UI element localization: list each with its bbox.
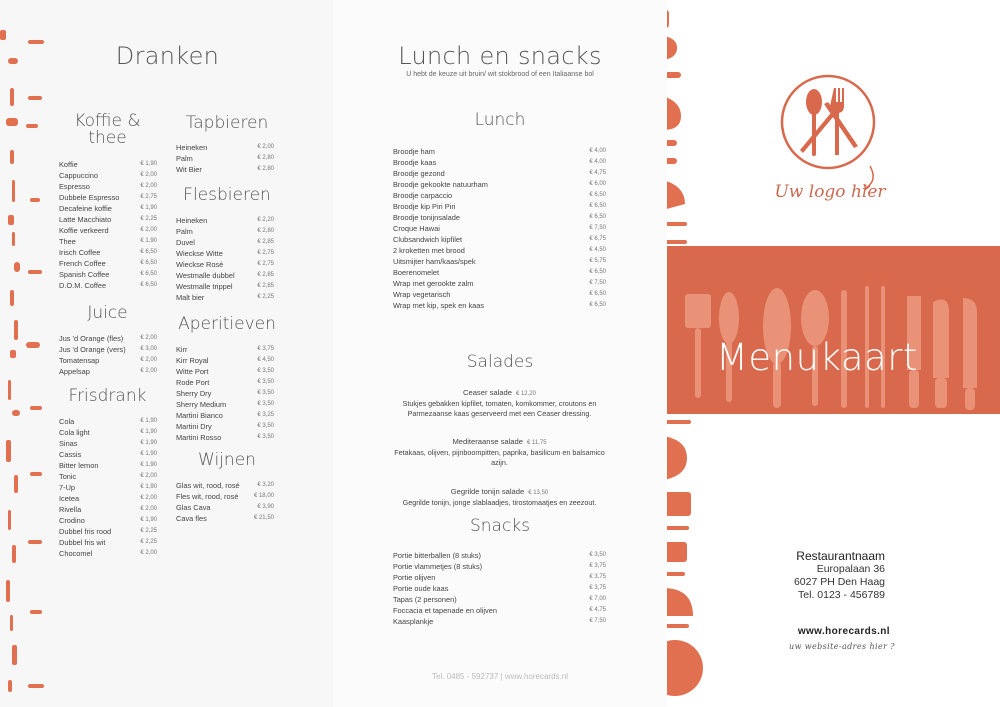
menu-item-name: Jus 'd Orange (vers) xyxy=(59,345,126,354)
menu-item-name: Clubsandwich kipfilet xyxy=(393,235,463,244)
menu-item-name: Westmalle trippel xyxy=(176,282,233,291)
menu-item-price: € 4,75 xyxy=(589,170,606,176)
menu-item-name: Appelsap xyxy=(59,367,90,376)
menu-item-name: Croque Hawai xyxy=(393,224,440,233)
menu-item-price: € 3,75 xyxy=(257,346,274,352)
menu-item-row xyxy=(176,432,274,443)
menu-item-price: € 3,50 xyxy=(257,379,274,385)
aperitieven-list xyxy=(176,344,274,443)
menu-item-name: Cola xyxy=(59,417,75,426)
menu-item-price: € 6,50 xyxy=(140,282,157,288)
menu-item-name: Palm xyxy=(176,154,193,163)
menu-item-price: € 2,25 xyxy=(257,294,274,300)
menu-item-row xyxy=(393,212,606,223)
menu-item-price: € 3,50 xyxy=(257,423,274,429)
menu-item-row xyxy=(176,270,274,281)
menu-item-name: Heineken xyxy=(176,143,208,152)
menu-item-row xyxy=(393,550,606,561)
menu-item-price: € 3,00 xyxy=(140,346,157,352)
menu-item-price: € 18,00 xyxy=(253,493,274,499)
menu-item-price: € 2,00 xyxy=(140,335,157,341)
menu-item-price: € 3,75 xyxy=(589,574,606,580)
menu-item-name: Portie olijven xyxy=(393,573,436,582)
menu-item-row xyxy=(59,471,157,482)
menu-item-price: € 6,50 xyxy=(589,302,606,308)
menu-item-name: Irisch Coffee xyxy=(59,248,101,257)
frisdrank-list xyxy=(59,416,157,559)
menu-item-row xyxy=(59,192,157,203)
salad-description: Stukjes gebakken kipfilet, tomaten, komkommer, croutons en Parmezaanse kaas geserveerd met een Ceaser dressing. xyxy=(402,399,597,418)
menu-item-row xyxy=(59,366,157,377)
menu-item-name: Glas wit, rood, rosé xyxy=(176,481,240,490)
menu-item-price: € 6,50 xyxy=(589,269,606,275)
menu-item-row xyxy=(393,168,606,179)
menu-item-row xyxy=(59,344,157,355)
menu-item-name: Duvel xyxy=(176,238,195,247)
menu-item-name: Tonic xyxy=(59,472,77,481)
menu-item-name: Martini Rosso xyxy=(176,433,222,442)
menu-item-row xyxy=(59,333,157,344)
menu-item-price: € 2,25 xyxy=(140,528,157,534)
menu-item-row xyxy=(176,142,274,153)
menu-item-price: € 6,50 xyxy=(589,192,606,198)
menu-item-row xyxy=(59,258,157,269)
menu-item-name: Icetea xyxy=(59,494,80,503)
menu-item-price: € 2,85 xyxy=(257,239,274,245)
menu-item-row xyxy=(393,289,606,300)
menu-item-row xyxy=(59,247,157,258)
menu-item-price: € 6,75 xyxy=(589,236,606,242)
menu-item-name: Witte Port xyxy=(176,367,209,376)
menu-item-row xyxy=(59,537,157,548)
menu-item-name: Crodino xyxy=(59,516,85,525)
menu-item-row xyxy=(59,269,157,280)
drinks-page xyxy=(0,0,333,707)
menu-item-price: € 1,90 xyxy=(140,440,157,446)
menu-item-row xyxy=(59,482,157,493)
menu-item-price: € 5,75 xyxy=(589,258,606,264)
menu-item-price: € 2,00 xyxy=(140,495,157,501)
menu-item-row xyxy=(59,214,157,225)
snacks-section-title: Snacks xyxy=(469,516,531,536)
menu-item-price: € 2,20 xyxy=(257,217,274,223)
menu-item-row xyxy=(393,245,606,256)
menu-item-price: € 3,50 xyxy=(257,390,274,396)
menu-item-price: € 7,50 xyxy=(589,225,606,231)
lunch-section-title: Lunch xyxy=(474,110,526,130)
website-link[interactable]: www.horecards.nl xyxy=(797,626,890,637)
salad-item xyxy=(393,437,606,468)
menu-item-row xyxy=(176,237,274,248)
menu-item-row xyxy=(176,502,274,513)
menu-item-name: Dubbel fris rood xyxy=(59,527,112,536)
menu-item-name: Spanish Coffee xyxy=(59,270,110,279)
flesbieren-list xyxy=(176,215,274,303)
menu-item-price: € 2,00 xyxy=(140,227,157,233)
menu-item-row xyxy=(176,215,274,226)
lunch-snacks-title: Lunch en snacks xyxy=(398,42,602,70)
menu-item-name: Wieckse Rosé xyxy=(176,260,224,269)
menu-item-price: € 3,50 xyxy=(257,368,274,374)
wijnen-list xyxy=(176,480,274,524)
koffie-section-title: Koffie & thee xyxy=(74,111,141,148)
menu-item-price: € 1,90 xyxy=(140,517,157,523)
menu-item-name: Kaasplankje xyxy=(393,617,434,626)
menu-item-row xyxy=(393,190,606,201)
menu-item-row xyxy=(393,278,606,289)
menu-item-price: € 4,00 xyxy=(589,148,606,154)
dranken-title: Dranken xyxy=(115,42,220,70)
salad-item xyxy=(393,388,606,419)
menu-item-price: € 1,90 xyxy=(140,429,157,435)
logo-placeholder-text: Uw logo hier xyxy=(774,182,886,202)
address-line-street: Europalaan 36 xyxy=(816,563,885,575)
menu-item-row xyxy=(393,256,606,267)
salades-section-title: Salades xyxy=(466,352,534,372)
menu-item-row xyxy=(59,449,157,460)
menu-item-price: € 2,00 xyxy=(140,183,157,189)
menu-item-name: Wit Bier xyxy=(176,165,202,174)
menu-item-price: € 6,50 xyxy=(140,249,157,255)
salad-name: Ceaser salade xyxy=(463,388,512,397)
menu-item-row xyxy=(393,157,606,168)
menu-item-price: € 3,20 xyxy=(257,482,274,488)
wijnen-section-title: Wijnen xyxy=(198,450,256,470)
menu-item-price: € 2,85 xyxy=(257,283,274,289)
menu-item-name: Koffie xyxy=(59,160,78,169)
menu-item-row xyxy=(59,236,157,247)
menu-item-row xyxy=(176,292,274,303)
restaurant-address xyxy=(740,550,885,602)
menu-item-price: € 7,00 xyxy=(589,596,606,602)
menu-item-price: € 2,00 xyxy=(140,506,157,512)
menu-item-row xyxy=(176,513,274,524)
menu-item-price: € 1,90 xyxy=(140,161,157,167)
aperitieven-section-title: Aperitieven xyxy=(178,314,276,334)
salad-description: Fetakaas, olijven, pijnboompitten, paprika, basilicum en balsamico azijn. xyxy=(394,448,605,467)
menu-item-row xyxy=(176,366,274,377)
menu-item-row xyxy=(176,226,274,237)
salad-name: Mediteraanse salade xyxy=(452,437,523,446)
menu-item-price: € 7,50 xyxy=(589,618,606,624)
menukaart-title: Menukaart xyxy=(716,336,918,379)
menu-item-name: French Coffee xyxy=(59,259,106,268)
menu-item-name: Portie vlammetjes (8 stuks) xyxy=(393,562,483,571)
menu-item-name: Tapas (2 personen) xyxy=(393,595,457,604)
menu-item-row xyxy=(176,421,274,432)
menu-item-row xyxy=(59,203,157,214)
menu-item-price: € 2,85 xyxy=(257,272,274,278)
menu-item-row xyxy=(59,438,157,449)
menu-item-name: Latte Macchiato xyxy=(59,215,112,224)
menu-item-name: Dubbele Espresso xyxy=(59,193,120,202)
menu-item-name: Cassis xyxy=(59,450,82,459)
menu-item-name: Palm xyxy=(176,227,193,236)
salad-description: Gegrilde tonijn, jonge slablaadjes, tirostomaatjes en zeezout. xyxy=(402,498,597,507)
tapbieren-section-title: Tapbieren xyxy=(185,113,269,133)
menu-item-row xyxy=(59,493,157,504)
menu-item-name: Sherry Medium xyxy=(176,400,227,409)
snacks-list xyxy=(393,550,606,627)
menu-item-price: € 3,50 xyxy=(589,552,606,558)
menu-item-row xyxy=(393,300,606,311)
menu-item-row xyxy=(176,388,274,399)
salad-price: € 11,75 xyxy=(526,440,547,446)
menu-item-name: Chocomel xyxy=(59,549,93,558)
menu-item-row xyxy=(59,280,157,291)
menu-item-row xyxy=(59,159,157,170)
menu-item-name: Sherry Dry xyxy=(176,389,212,398)
menu-item-name: Sinas xyxy=(59,439,78,448)
menu-item-price: € 6,50 xyxy=(140,260,157,266)
menu-item-row xyxy=(393,223,606,234)
menu-item-name: Broodje carpaccio xyxy=(393,191,453,200)
menu-item-name: Rivella xyxy=(59,505,82,514)
menu-item-price: € 2,00 xyxy=(140,357,157,363)
menu-item-name: Jus 'd Orange (fles) xyxy=(59,334,124,343)
menu-item-name: Espresso xyxy=(59,182,90,191)
menu-item-name: Portie bitterballen (8 stuks) xyxy=(393,551,481,560)
menu-item-row xyxy=(59,416,157,427)
utensil-strip-left xyxy=(0,0,50,707)
salad-name: Gegrilde tonijn salade xyxy=(450,487,525,496)
menu-item-row xyxy=(176,410,274,421)
menu-item-row xyxy=(59,355,157,366)
menu-item-name: Thee xyxy=(59,237,76,246)
menu-item-name: Cappuccino xyxy=(59,171,99,180)
menu-item-name: Portie oude kaas xyxy=(393,584,449,593)
menu-item-price: € 3,50 xyxy=(257,401,274,407)
menu-item-name: Bitter lemon xyxy=(59,461,99,470)
address-line-city: 6027 PH Den Haag xyxy=(793,576,885,588)
juice-list xyxy=(59,333,157,377)
kitchen-utensils-icon xyxy=(667,246,1000,414)
menu-item-row xyxy=(176,344,274,355)
menu-item-row xyxy=(176,399,274,410)
menu-item-name: Broodje kip Piri Piri xyxy=(393,202,456,211)
menu-item-price: € 2,00 xyxy=(140,550,157,556)
flesbieren-section-title: Flesbieren xyxy=(183,185,271,205)
menu-item-price: € 7,50 xyxy=(589,280,606,286)
juice-section-title: Juice xyxy=(87,303,128,323)
menu-item-price: € 3,25 xyxy=(257,412,274,418)
menu-item-name: Heineken xyxy=(176,216,208,225)
menu-item-price: € 1,90 xyxy=(140,484,157,490)
menu-item-name: 2 kroketten met brood xyxy=(393,246,465,255)
menu-item-name: Cola light xyxy=(59,428,90,437)
menu-item-name: Martini Bianco xyxy=(176,411,223,420)
menu-item-row xyxy=(393,146,606,157)
menu-item-row xyxy=(393,179,606,190)
menu-item-row xyxy=(176,355,274,366)
menu-item-price: € 4,50 xyxy=(257,357,274,363)
menu-item-row xyxy=(393,201,606,212)
koffie-list xyxy=(59,159,157,291)
menu-item-price: € 2,00 xyxy=(140,172,157,178)
menu-item-price: € 6,50 xyxy=(140,271,157,277)
menu-item-price: € 21,50 xyxy=(253,515,274,521)
menu-item-row xyxy=(393,561,606,572)
menu-item-name: Kirr Royal xyxy=(176,356,209,365)
menu-item-price: € 1,90 xyxy=(140,451,157,457)
menu-item-name: Decafeine koffie xyxy=(59,204,112,213)
menu-item-price: € 2,25 xyxy=(140,539,157,545)
menu-item-price: € 1,90 xyxy=(140,462,157,468)
menu-item-name: Broodje ham xyxy=(393,147,435,156)
menu-item-row xyxy=(176,491,274,502)
menu-item-row xyxy=(393,594,606,605)
menu-item-price: € 4,75 xyxy=(589,607,606,613)
menu-item-row xyxy=(59,427,157,438)
menukaart-banner xyxy=(667,246,1000,414)
menu-item-row xyxy=(176,259,274,270)
menu-item-row xyxy=(59,526,157,537)
menu-item-name: Broodje gezond xyxy=(393,169,445,178)
menu-item-name: Broodje tonijnsalade xyxy=(393,213,460,222)
website-hint: uw website-adres hier ? xyxy=(789,642,895,651)
menu-item-name: Kirr xyxy=(176,345,188,354)
lunch-subtitle: U hebt de keuze uit bruin/ wit stokbrood of een Italiaanse bol xyxy=(406,71,594,78)
menu-item-row xyxy=(393,572,606,583)
frisdrank-section-title: Frisdrank xyxy=(68,386,147,406)
menu-item-price: € 2,00 xyxy=(140,473,157,479)
menu-item-row xyxy=(176,164,274,175)
menu-item-row xyxy=(59,515,157,526)
menu-item-row xyxy=(393,267,606,278)
menu-item-name: Wrap vegetarisch xyxy=(393,290,451,299)
menu-item-row xyxy=(176,377,274,388)
menu-item-name: Wrap met kip, spek en kaas xyxy=(393,301,485,310)
menu-item-name: Fles wit, rood, rosé xyxy=(176,492,239,501)
menu-item-name: Wrap met gerookte zalm xyxy=(393,279,474,288)
menu-item-row xyxy=(176,281,274,292)
menu-item-name: Dubbel fris wit xyxy=(59,538,106,547)
phone-number: Tel. 0123 - 456789 xyxy=(798,589,885,601)
menu-item-name: Tomatensap xyxy=(59,356,100,365)
menu-item-name: Martini Dry xyxy=(176,422,212,431)
menu-item-price: € 3,90 xyxy=(257,504,274,510)
menu-item-price: € 3,75 xyxy=(589,585,606,591)
menu-item-row xyxy=(393,605,606,616)
lunch-list xyxy=(393,146,606,311)
menu-item-name: 7-Up xyxy=(59,483,76,492)
salad-price: € 12,20 xyxy=(515,391,536,397)
menu-item-name: Broodje gekookte natuurham xyxy=(393,180,488,189)
menu-item-price: € 6,00 xyxy=(589,181,606,187)
menu-item-price: € 2,25 xyxy=(140,216,157,222)
menu-item-row xyxy=(59,181,157,192)
menu-item-price: € 2,75 xyxy=(140,194,157,200)
menu-item-price: € 1,90 xyxy=(140,418,157,424)
menu-item-price: € 3,50 xyxy=(257,434,274,440)
menu-item-price: € 4,00 xyxy=(589,159,606,165)
menu-item-price: € 2,00 xyxy=(140,368,157,374)
menu-item-name: Westmalle dubbel xyxy=(176,271,235,280)
menu-item-name: Koffie verkeerd xyxy=(59,226,109,235)
salad-price: € 13,50 xyxy=(528,490,549,496)
menu-item-name: Wieckse Witte xyxy=(176,249,223,258)
menu-item-name: Glas Cava xyxy=(176,503,211,512)
menu-item-row xyxy=(176,480,274,491)
menu-item-price: € 2,80 xyxy=(257,155,274,161)
tapbieren-list xyxy=(176,142,274,175)
menu-item-price: € 2,80 xyxy=(257,228,274,234)
salad-item xyxy=(393,487,606,508)
menu-item-price: € 1,90 xyxy=(140,238,157,244)
menu-item-name: Broodje kaas xyxy=(393,158,437,167)
menu-item-price: € 6,50 xyxy=(589,291,606,297)
menu-item-price: € 2,75 xyxy=(257,250,274,256)
menu-item-name: Rode Port xyxy=(176,378,210,387)
menu-item-price: € 2,80 xyxy=(257,166,274,172)
menu-item-price: € 2,00 xyxy=(257,144,274,150)
restaurant-name: Restaurantnaam xyxy=(796,549,885,563)
menu-item-row xyxy=(59,170,157,181)
menu-item-name: Foccacia et tapenade en olijven xyxy=(393,606,497,615)
menu-item-row xyxy=(393,616,606,627)
menu-item-row xyxy=(59,548,157,559)
contact-footer: Tel. 0485 - 592737 | www.horecards.nl xyxy=(432,672,568,681)
menu-item-name: Uitsmijter ham/kaas/spek xyxy=(393,257,476,266)
menu-item-row xyxy=(393,583,606,594)
menu-item-name: Malt bier xyxy=(176,293,205,302)
menu-item-row xyxy=(176,248,274,259)
menu-item-row xyxy=(393,234,606,245)
menu-item-row xyxy=(59,225,157,236)
menu-item-price: € 6,50 xyxy=(589,203,606,209)
menu-item-price: € 2,75 xyxy=(257,261,274,267)
menu-item-name: D.O.M. Coffee xyxy=(59,281,107,290)
menu-item-name: Boerenomelet xyxy=(393,268,440,277)
menu-item-row xyxy=(59,504,157,515)
menu-item-price: € 4,50 xyxy=(589,247,606,253)
menu-item-price: € 3,75 xyxy=(589,563,606,569)
menu-item-price: € 6,50 xyxy=(589,214,606,220)
menu-item-price: € 1,90 xyxy=(140,205,157,211)
menu-item-row xyxy=(176,153,274,164)
menu-item-name: Cava fles xyxy=(176,514,207,523)
menu-item-row xyxy=(59,460,157,471)
